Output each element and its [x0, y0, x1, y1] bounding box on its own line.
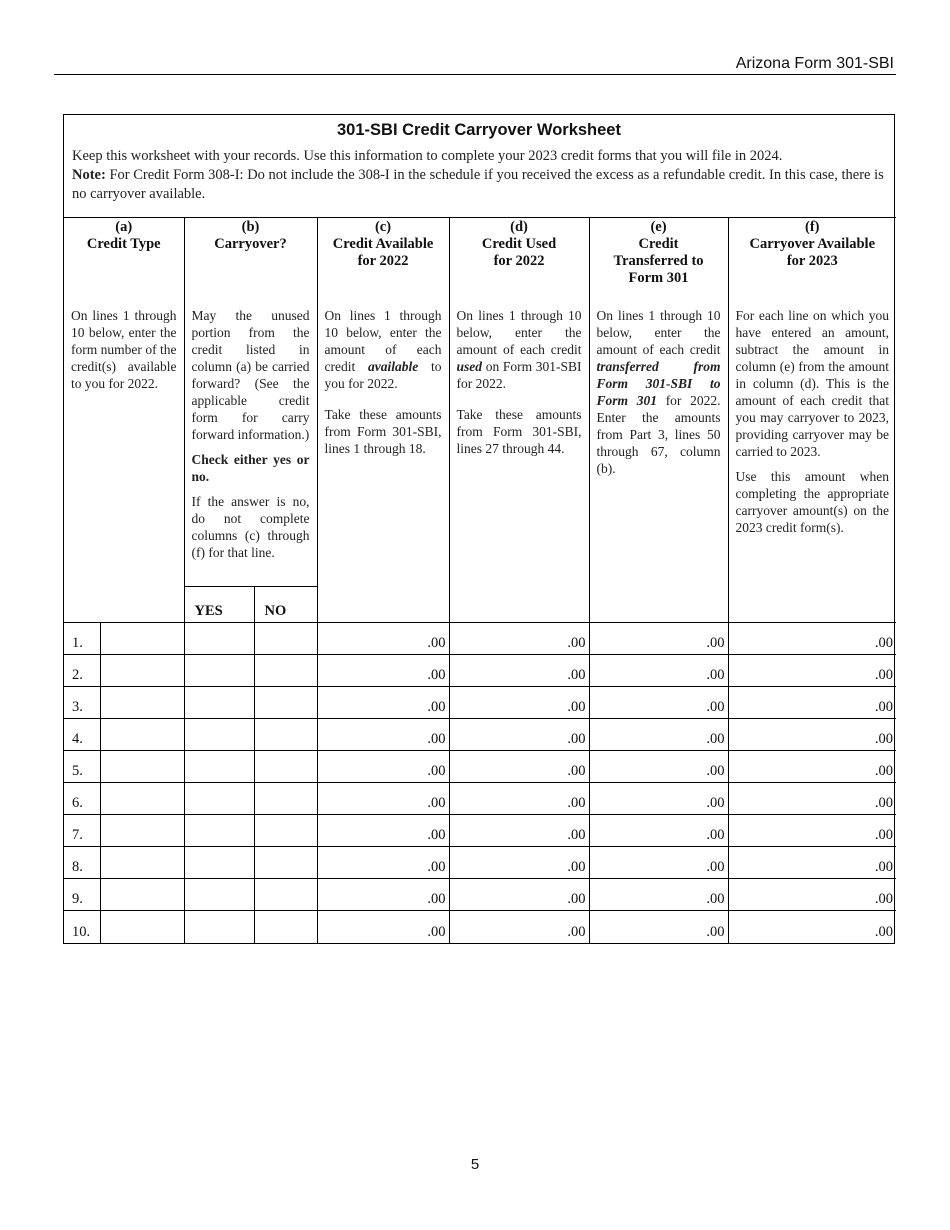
carryover-available-field[interactable]: .00: [728, 783, 896, 815]
column-f-usage: Use this amount when completing the appropriate carryover amount(s) on the 2023 credit form(s).: [735, 469, 890, 535]
column-f-letter: (f): [805, 219, 820, 235]
intro-line: Keep this worksheet with your records. Use this information to complete your 2023 credit forms that you will file in 2024.: [72, 148, 783, 164]
credit-type-input[interactable]: [100, 687, 184, 719]
carryover-no-checkbox[interactable]: [254, 911, 317, 943]
credit-available-field[interactable]: .00: [317, 911, 449, 943]
no-label: NO: [264, 603, 287, 619]
column-b-title: Carryover?: [214, 236, 287, 252]
header-rule: [54, 74, 896, 75]
credit-transferred-field[interactable]: .00: [589, 847, 728, 879]
credit-used-field[interactable]: .00: [449, 911, 589, 943]
yes-no-subheader: [185, 586, 317, 622]
column-f-desc: For each line on which you have entered an amount, subtract the amount in column (e) from the amount in column (d). This is the amount of each credit that you may carryover to 2023, providing carryover may be carried to 2023.: [735, 308, 890, 459]
credit-type-input[interactable]: [100, 751, 184, 783]
carryover-yes-checkbox[interactable]: [184, 687, 254, 719]
column-a-title: Credit Type: [86, 236, 161, 252]
carryover-available-field[interactable]: .00: [728, 623, 896, 655]
carryover-yes-checkbox[interactable]: [184, 751, 254, 783]
header-row: [64, 218, 896, 623]
carryover-no-checkbox[interactable]: [254, 815, 317, 847]
credit-type-input[interactable]: [100, 655, 184, 687]
carryover-no-checkbox[interactable]: [254, 847, 317, 879]
column-b-header: [184, 218, 317, 623]
credit-type-input[interactable]: [100, 815, 184, 847]
form-name-header: Arizona Form 301-SBI: [735, 55, 894, 72]
line-number: 10.: [64, 911, 100, 943]
carryover-available-field[interactable]: .00: [728, 655, 896, 687]
column-d-letter: (d): [510, 219, 528, 235]
intro-note: [72, 166, 886, 204]
carryover-yes-checkbox[interactable]: [184, 623, 254, 655]
column-e-title: Credit: [638, 236, 679, 252]
credit-type-input[interactable]: [100, 911, 184, 943]
carryover-no-checkbox[interactable]: [254, 719, 317, 751]
credit-type-input[interactable]: [100, 623, 184, 655]
credit-type-input[interactable]: [100, 719, 184, 751]
credit-available-field[interactable]: .00: [317, 623, 449, 655]
line-number: 8.: [64, 847, 100, 879]
credit-used-field[interactable]: .00: [449, 655, 589, 687]
credit-used-field[interactable]: .00: [449, 719, 589, 751]
column-d-desc: On lines 1 through 10 below, enter the amount of each credit used on Form 301-SBI for 2022.: [456, 308, 582, 391]
credit-available-field[interactable]: .00: [317, 879, 449, 911]
column-c-source: Take these amounts from Form 301-SBI, lines 1 through 18.: [324, 407, 442, 456]
worksheet-title: 301-SBI Credit Carryover Worksheet: [337, 121, 621, 139]
line-number: 7.: [64, 815, 100, 847]
table-row: [64, 815, 896, 847]
carryover-no-checkbox[interactable]: [254, 783, 317, 815]
table-row: [64, 911, 896, 943]
column-f-header: [728, 218, 896, 623]
line-number: 1.: [64, 623, 100, 655]
table-row: [64, 751, 896, 783]
column-d-title-year: for 2022: [493, 253, 545, 269]
column-b-desc: May the unused portion from the credit listed in column (a) be carried forward? (See the applicable credit form for carry forward information.): [191, 308, 310, 442]
carryover-yes-checkbox[interactable]: [184, 911, 254, 943]
credit-available-field[interactable]: .00: [317, 783, 449, 815]
table-row: [64, 623, 896, 655]
column-b-check-instruction: Check either yes or no.: [191, 452, 310, 484]
column-b-no-instruction: If the answer is no, do not complete columns (c) through (f) for that line.: [191, 494, 310, 560]
credit-used-field[interactable]: .00: [449, 783, 589, 815]
worksheet-table: [64, 217, 896, 943]
table-row: [64, 847, 896, 879]
note-text: For Credit Form 308-I: Do not include the 308-I in the schedule if you received the excess as a refundable credit. In this case, there is no carryover available.: [72, 167, 884, 202]
line-number: 6.: [64, 783, 100, 815]
column-c-desc: On lines 1 through 10 below, enter the amount of each credit available to you for 2022.: [324, 308, 442, 391]
carryover-available-field[interactable]: .00: [728, 879, 896, 911]
carryover-available-field[interactable]: .00: [728, 847, 896, 879]
table-row: [64, 879, 896, 911]
column-e-title-line2: Transferred to: [613, 253, 704, 269]
credit-used-field[interactable]: .00: [449, 847, 589, 879]
credit-used-field[interactable]: .00: [449, 879, 589, 911]
line-number: 2.: [64, 655, 100, 687]
carryover-yes-checkbox[interactable]: [184, 783, 254, 815]
credit-used-field[interactable]: .00: [449, 687, 589, 719]
credit-available-field[interactable]: .00: [317, 815, 449, 847]
credit-transferred-field[interactable]: .00: [589, 879, 728, 911]
column-e-desc: On lines 1 through 10 below, enter the amount of each credit transferred from Form 301-SBI to Form 301 for 2022. Enter the amounts from Part 3, lines 50 through 67, column (b).: [596, 308, 721, 476]
carryover-available-field[interactable]: .00: [728, 687, 896, 719]
column-b-letter: (b): [241, 219, 260, 235]
carryover-available-field[interactable]: .00: [728, 719, 896, 751]
column-d-title: Credit Used: [481, 236, 557, 252]
carryover-available-field[interactable]: .00: [728, 751, 896, 783]
worksheet-intro: [64, 143, 894, 217]
carryover-yes-checkbox[interactable]: [184, 847, 254, 879]
carryover-yes-checkbox[interactable]: [184, 655, 254, 687]
carryover-no-checkbox[interactable]: [254, 687, 317, 719]
credit-available-field[interactable]: .00: [317, 687, 449, 719]
credit-available-field[interactable]: .00: [317, 751, 449, 783]
note-label: Note:: [72, 167, 106, 183]
carryover-worksheet: [63, 114, 895, 944]
carryover-no-checkbox[interactable]: [254, 751, 317, 783]
carryover-yes-checkbox[interactable]: [184, 719, 254, 751]
carryover-no-checkbox[interactable]: [254, 623, 317, 655]
column-d-source: Take these amounts from Form 301-SBI, lines 27 through 44.: [456, 407, 582, 456]
credit-transferred-field[interactable]: .00: [589, 623, 728, 655]
yes-label: YES: [185, 587, 255, 622]
credit-transferred-field[interactable]: .00: [589, 783, 728, 815]
carryover-yes-checkbox[interactable]: [184, 879, 254, 911]
column-e-header: [589, 218, 728, 623]
credit-transferred-field[interactable]: .00: [589, 687, 728, 719]
carryover-yes-checkbox[interactable]: [184, 815, 254, 847]
line-number: 4.: [64, 719, 100, 751]
credit-type-input[interactable]: [100, 847, 184, 879]
credit-used-field[interactable]: .00: [449, 751, 589, 783]
table-row: [64, 783, 896, 815]
carryover-available-field[interactable]: .00: [728, 911, 896, 943]
line-number: 3.: [64, 687, 100, 719]
credit-type-input[interactable]: [100, 783, 184, 815]
credit-transferred-field[interactable]: .00: [589, 719, 728, 751]
column-c-title-year: for 2022: [357, 253, 409, 269]
column-a-header: [64, 218, 184, 623]
column-c-title: Credit Available: [332, 236, 434, 252]
table-row: [64, 687, 896, 719]
column-d-header: [449, 218, 589, 623]
credit-used-field[interactable]: .00: [449, 815, 589, 847]
credit-available-field[interactable]: .00: [317, 719, 449, 751]
line-number: 5.: [64, 751, 100, 783]
column-e-letter: (e): [650, 219, 667, 235]
column-f-title-year: for 2023: [786, 253, 838, 269]
carryover-no-checkbox[interactable]: [254, 655, 317, 687]
credit-transferred-field[interactable]: .00: [589, 911, 728, 943]
column-a-letter: (a): [115, 219, 133, 235]
column-e-title-line3: Form 301: [628, 270, 689, 286]
credit-transferred-field[interactable]: .00: [589, 815, 728, 847]
credit-transferred-field[interactable]: .00: [589, 655, 728, 687]
column-c-letter: (c): [374, 219, 392, 235]
carryover-available-field[interactable]: .00: [728, 815, 896, 847]
table-row: [64, 655, 896, 687]
credit-used-field[interactable]: .00: [449, 623, 589, 655]
credit-transferred-field[interactable]: .00: [589, 751, 728, 783]
page-number: 5: [470, 1156, 480, 1173]
credit-available-field[interactable]: .00: [317, 655, 449, 687]
column-c-header: [317, 218, 449, 623]
column-f-title: Carryover Available: [749, 236, 876, 252]
table-row: [64, 719, 896, 751]
credit-type-input[interactable]: [100, 879, 184, 911]
column-a-desc: On lines 1 through 10 below, enter the form number of the credit(s) available to you for 2022.: [71, 308, 177, 391]
carryover-no-checkbox[interactable]: [254, 879, 317, 911]
line-number: 9.: [64, 879, 100, 911]
credit-available-field[interactable]: .00: [317, 847, 449, 879]
